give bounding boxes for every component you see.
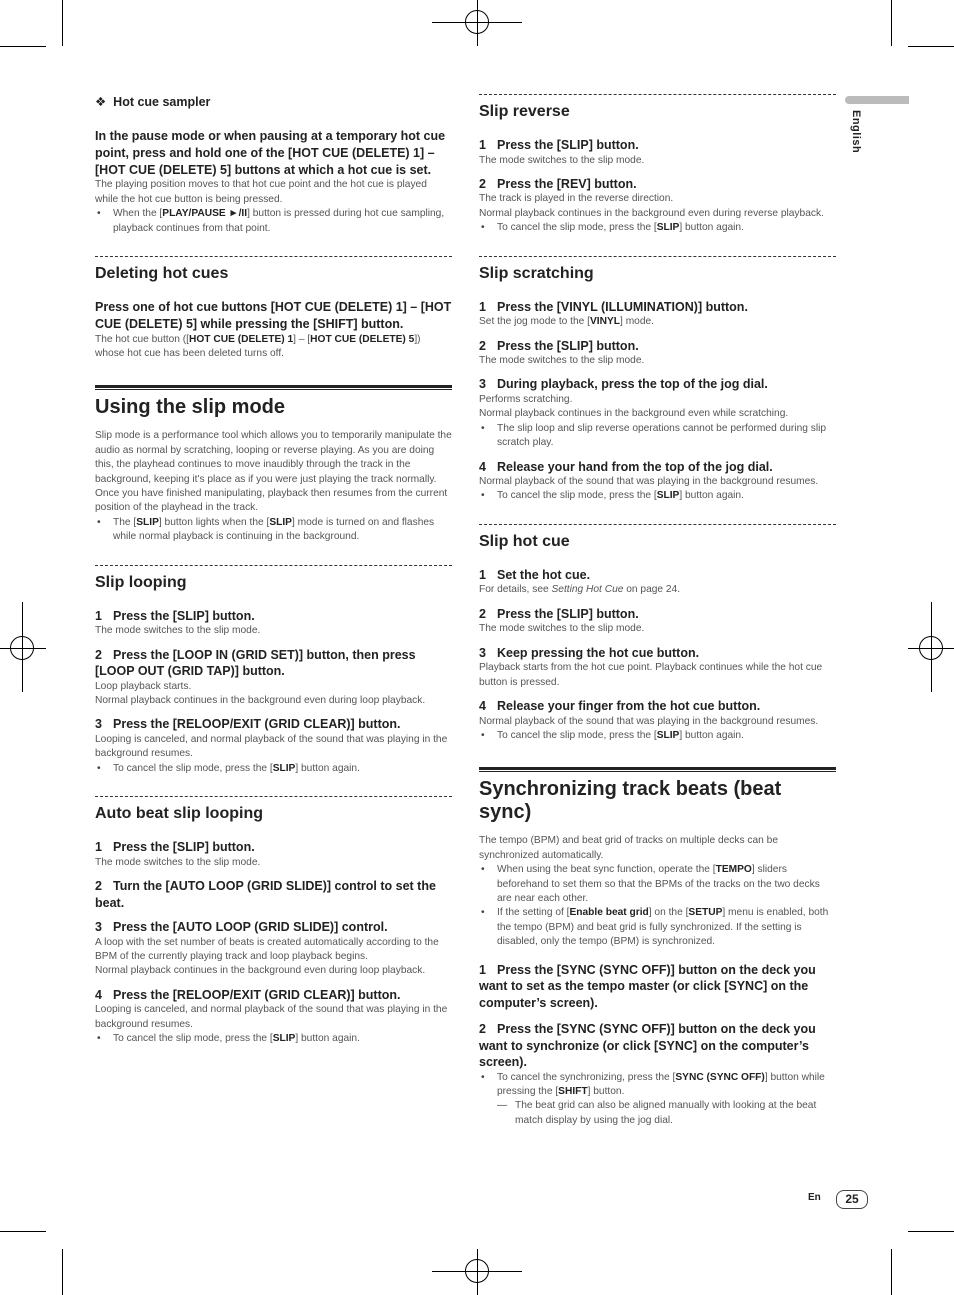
slip-reverse-section: [479, 95, 836, 236]
page-reference-link[interactable]: Setting Hot Cue: [551, 584, 624, 596]
step-body: The mode switches to the slip mode.: [95, 856, 261, 868]
slip-hot-cue-step-2: 2 Press the [SLIP] button.: [479, 606, 639, 621]
step-body: Looping is canceled, and normal playback of the sound that was playing in the background resumes.: [95, 733, 448, 760]
footer-language: En: [808, 1192, 821, 1203]
note-bullet: • The slip loop and slip reverse operations cannot be performed during slip scratch play.: [479, 422, 836, 451]
slip-mode-heading: Using the slip mode: [95, 396, 286, 419]
step-body: The track is played in the reverse direction.: [479, 193, 674, 205]
slip-reverse-step-1: 1 Press the [SLIP] button.: [479, 138, 639, 152]
step-body: Performs scratching.: [479, 393, 573, 405]
step-body: Normal playback of the sound that was playing in the background resumes.: [479, 476, 819, 488]
tempo-bullet: • When using the beat sync function, operate the [TEMPO] sliders beforehand to set them so that the BPMs of the tracks on the two decks are near each other.: [479, 863, 836, 906]
auto-beat-step-4: 4 Press the [RELOOP/EXIT (GRID CLEAR)] button.: [95, 987, 401, 1002]
auto-beat-slip-looping-section: [95, 797, 452, 1046]
hot-cue-sampler-heading: [95, 90, 452, 114]
step-body: The mode switches to the slip mode.: [479, 623, 645, 635]
deleting-body: The hot cue button ([HOT CUE (DELETE) 1] – [HOT CUE (DELETE) 5]) whose hot cue has been deleted turns off.: [95, 333, 421, 360]
auto-beat-heading: Auto beat slip looping: [95, 805, 263, 823]
hot-cue-sampler-title: Hot cue sampler: [113, 95, 211, 109]
hot-cue-sampler-bullet: • When the [PLAY/PAUSE ►/II] button is pressed during hot cue sampling, playback continues from that point.: [95, 207, 452, 236]
cancel-bullet: • To cancel the slip mode, press the [SLIP] button again.: [479, 221, 836, 235]
hot-cue-sampler-body: The playing position moves to that hot cue point and the hot cue is played while the hot cue button is being pressed.: [95, 179, 427, 205]
slip-scratching-step-4: 4 Release your hand from the top of the jog dial.: [479, 459, 773, 474]
page-number: 25: [836, 1190, 868, 1209]
deleting-hot-cues-heading: Deleting hot cues: [95, 265, 229, 283]
slip-hot-cue-heading: Slip hot cue: [479, 532, 570, 550]
slip-mode-body: Slip mode is a performance tool which allows you to temporarily manipulate the audio as normal by scratching, looping or reverse playing. As you are doing this, the playhead continues to move inaudibly through the track in the background, keeping it's place as if you were just playing the track normally. Once you have finished manipulating, playback then resumes from the current position of the playhead in the track.: [95, 430, 452, 514]
step-body: Normal playback continues in the background even during loop playback.: [95, 965, 426, 977]
step-body: A loop with the set number of beats is created automatically according to the BPM of the currently playing track and loop playback begins.: [95, 936, 439, 962]
slip-looping-section: [95, 566, 452, 776]
step-body: Normal playback continues in the background even during reverse playback.: [479, 207, 824, 219]
step-body: Playback starts from the hot cue point. Playback continues while the hot cue button is pressed.: [479, 662, 823, 688]
slip-scratching-section: [479, 257, 836, 504]
auto-beat-step-3: 3 Press the [AUTO LOOP (GRID SLIDE)] control.: [95, 920, 388, 935]
step-body: Normal playback of the sound that was playing in the background resumes.: [479, 715, 819, 727]
slip-reverse-heading: Slip reverse: [479, 103, 570, 120]
cancel-sync-bullet: • To cancel the synchronizing, press the [SYNC (SYNC OFF)] button while pressing the [SHIFT] button.: [479, 1071, 836, 1100]
slip-mode-section: [95, 390, 452, 544]
slip-scratching-step-3: 3 During playback, press the top of the jog dial.: [479, 377, 768, 392]
slip-hot-cue-step-4: 4 Release your finger from the hot cue button.: [479, 699, 761, 713]
step-body: Looping is canceled, and normal playback of the sound that was playing in the background resumes.: [95, 1004, 448, 1030]
step-body: The mode switches to the slip mode.: [479, 355, 645, 367]
hot-cue-sampler-section: [95, 90, 452, 236]
beat-grid-bullet: • If the setting of [Enable beat grid] on the [SETUP] menu is enabled, both the tempo (BPM) and beat grid is fully synchronized. If the setting is disabled, only the tempo (BPM) is synchronized.: [479, 906, 836, 949]
step-body: Loop playback starts.: [95, 680, 192, 692]
cancel-bullet: • To cancel the slip mode, press the [SLIP] button again.: [479, 489, 836, 503]
auto-beat-step-1: 1 Press the [SLIP] button.: [95, 840, 255, 855]
step-body: Set the jog mode to the [VINYL] mode.: [479, 316, 655, 328]
cancel-bullet: • To cancel the slip mode, press the [SLIP] button again.: [95, 762, 452, 776]
slip-looping-heading: Slip looping: [95, 573, 187, 591]
hot-cue-sampler-lead: In the pause mode or when pausing at a temporary hot cue point, press and hold one of the [HOT CUE (DELETE) 1] – [HOT CUE (DELETE) 5] buttons at which a hot cue is set.: [95, 129, 446, 177]
slip-mode-bullet: • The [SLIP] button lights when the [SLIP] mode is turned on and flashes while normal playback is continuing in the background.: [95, 516, 452, 545]
beat-sync-step-2: 2 Press the [SYNC (SYNC OFF)] button on the deck you want to synchronize (or click [SYNC] on the computer’s screen).: [479, 1022, 816, 1070]
step-body: The mode switches to the slip mode.: [95, 625, 261, 637]
slip-looping-step-2: 2 Press the [LOOP IN (GRID SET)] button, then press [LOOP OUT (GRID TAP)] button.: [95, 647, 416, 679]
step-body: Normal playback continues in the background even during loop playback.: [95, 694, 426, 706]
slip-looping-step-1: 1 Press the [SLIP] button.: [95, 608, 255, 623]
slip-scratching-step-1: 1 Press the [VINYL (ILLUMINATION)] button.: [479, 299, 748, 314]
step-body: For details, see Setting Hot Cue on page 24.: [479, 584, 681, 596]
diamond-bullet-icon: ❖: [95, 95, 107, 109]
step-body: Normal playback continues in the background even while scratching.: [479, 408, 789, 420]
slip-reverse-step-2: 2 Press the [REV] button.: [479, 176, 637, 191]
language-label: English: [850, 110, 862, 154]
auto-beat-step-2: 2 Turn the [AUTO LOOP (GRID SLIDE)] control to set the beat.: [95, 879, 436, 910]
right-column: [479, 94, 836, 1128]
cancel-bullet: • To cancel the slip mode, press the [SLIP] button again.: [95, 1032, 452, 1046]
beat-sync-section: [479, 772, 836, 1128]
slip-hot-cue-section: [479, 525, 836, 743]
slip-looping-step-3: 3 Press the [RELOOP/EXIT (GRID CLEAR)] button.: [95, 717, 401, 732]
deleting-lead: Press one of hot cue buttons [HOT CUE (DELETE) 1] – [HOT CUE (DELETE) 5] while pressing the [SHIFT] button.: [95, 300, 452, 331]
cancel-bullet: • To cancel the slip mode, press the [SLIP] button again.: [479, 729, 836, 743]
slip-hot-cue-step-1: 1 Set the hot cue.: [479, 567, 591, 582]
slip-scratching-heading: Slip scratching: [479, 264, 594, 282]
slip-hot-cue-step-3: 3 Keep pressing the hot cue button.: [479, 645, 700, 660]
beat-sync-body: The tempo (BPM) and beat grid of tracks on multiple decks can be synchronized automatically.: [479, 835, 778, 861]
beat-grid-note: — The beat grid can also be aligned manually with looking at the beat match display by using the jog dial.: [479, 1099, 836, 1128]
beat-sync-step-1: 1 Press the [SYNC (SYNC OFF)] button on the deck you want to set as the tempo master (or click [SYNC] on the computer’s screen).: [479, 962, 816, 1010]
deleting-hot-cues-section: [95, 257, 452, 361]
step-body: The mode switches to the slip mode.: [479, 154, 645, 166]
beat-sync-heading: Synchronizing track beats (beat sync): [479, 778, 782, 824]
language-tab-bar: [845, 96, 909, 104]
slip-scratching-step-2: 2 Press the [SLIP] button.: [479, 338, 639, 353]
left-column: [95, 90, 452, 1046]
